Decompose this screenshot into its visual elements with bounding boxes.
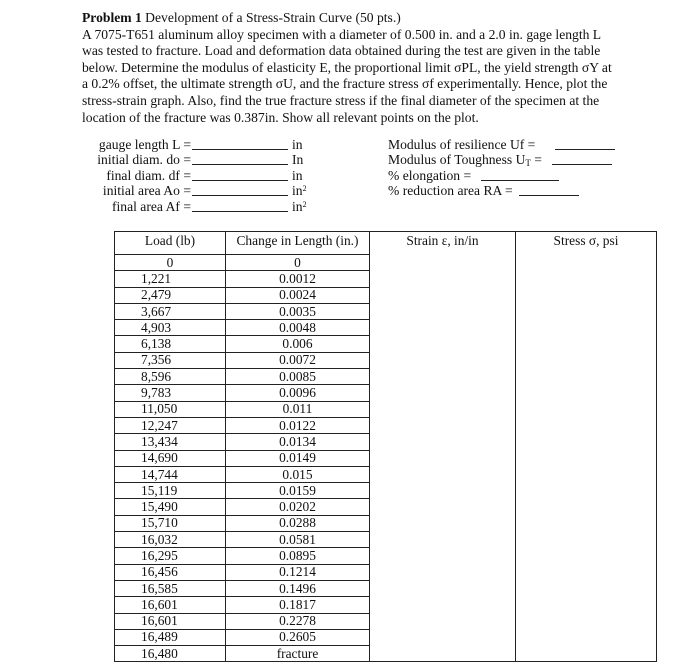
- cell-change-in-length: 0.1214: [226, 564, 370, 580]
- cell-change-in-length: 0.0202: [226, 499, 370, 515]
- cell-load: 1,221: [115, 271, 226, 287]
- field-unit: [292, 199, 307, 214]
- field-label: [388, 152, 542, 167]
- cell-change-in-length: 0.0134: [226, 434, 370, 450]
- cell-load: 12,247: [115, 417, 226, 433]
- field-label: initial diam. do =: [97, 152, 191, 168]
- results-fields: [388, 137, 542, 199]
- cell-change-in-length: 0.006: [226, 336, 370, 352]
- problem-line-4: a 0.2% offset, the ultimate strength σU, and the fracture stress σf experimentally. Hence, plot the: [82, 76, 608, 92]
- cell-change-in-length: 0.0035: [226, 303, 370, 319]
- unit-base: in: [292, 183, 303, 199]
- field-label: final diam. df =: [106, 167, 191, 183]
- header-change-in-length: Change in Length (in.): [226, 232, 370, 255]
- cell-change-in-length: 0.0149: [226, 450, 370, 466]
- field-unit: In: [292, 152, 304, 168]
- answer-blank[interactable]: [192, 195, 288, 196]
- problem-title: [82, 10, 617, 27]
- cell-change-in-length: fracture: [226, 646, 370, 662]
- field-label: gauge length L =: [98, 137, 191, 152]
- cell-load: 16,601: [115, 597, 226, 613]
- cell-load: 14,690: [115, 450, 226, 466]
- given-values-fields: [86, 137, 326, 214]
- field-initial-diameter: [86, 152, 326, 167]
- cell-load: 15,490: [115, 499, 226, 515]
- cell-load: 7,356: [115, 352, 226, 368]
- cell-load: 16,489: [115, 629, 226, 645]
- cell-change-in-length: 0.0096: [226, 385, 370, 401]
- field-label: initial area Ao =: [102, 183, 191, 199]
- label-text: Modulus of Toughness U: [388, 152, 526, 168]
- cell-load: 3,667: [115, 303, 226, 319]
- field-initial-area: [86, 183, 326, 198]
- answer-blank[interactable]: [552, 164, 612, 165]
- cell-load: 11,050: [115, 401, 226, 417]
- field-final-area: [86, 199, 326, 214]
- answer-blank[interactable]: [519, 195, 579, 196]
- cell-change-in-length: 0.0072: [226, 352, 370, 368]
- cell-change-in-length: 0.1817: [226, 597, 370, 613]
- cell-load: 15,710: [115, 515, 226, 531]
- problem-line-5: stress-strain graph. Also, find the true fracture stress if the final diameter of the specimen at the: [82, 92, 600, 108]
- cell-load: 16,585: [115, 580, 226, 596]
- answer-blank[interactable]: [192, 149, 288, 150]
- cell-change-in-length: 0.0048: [226, 320, 370, 336]
- cell-change-in-length: 0.2605: [226, 629, 370, 645]
- table-header-row: [115, 232, 657, 255]
- problem-line-3: below. Determine the modulus of elasticity E, the proportional limit σPL, the yield strength σY at: [82, 59, 612, 75]
- field-label: % reduction area RA =: [388, 183, 513, 199]
- load-deformation-table: [114, 231, 657, 662]
- cell-load: 2,479: [115, 287, 226, 303]
- cell-change-in-length: 0.0012: [226, 271, 370, 287]
- cell-load: 16,601: [115, 613, 226, 629]
- field-reduction-area: [388, 183, 542, 198]
- field-label: final area Af =: [112, 198, 191, 214]
- field-unit: in: [292, 137, 303, 152]
- unit-base: in: [292, 198, 303, 214]
- header-stress[interactable]: Stress σ, psi: [516, 232, 657, 662]
- answer-blank[interactable]: [192, 180, 288, 181]
- unit-exponent: 2: [302, 199, 307, 209]
- field-modulus-toughness: [388, 152, 542, 167]
- cell-load: 15,119: [115, 483, 226, 499]
- cell-change-in-length: 0.011: [226, 401, 370, 417]
- cell-change-in-length: 0: [226, 255, 370, 271]
- field-gauge-length: [86, 137, 326, 152]
- cell-load: 13,434: [115, 434, 226, 450]
- cell-change-in-length: 0.015: [226, 466, 370, 482]
- header-strain[interactable]: Strain ε, in/in: [370, 232, 516, 662]
- cell-change-in-length: 0.0288: [226, 515, 370, 531]
- problem-heading: Development of a Stress-Strain Curve (50 pts.): [141, 10, 401, 25]
- field-label: % elongation =: [388, 167, 472, 183]
- header-load: Load (lb): [115, 232, 226, 255]
- cell-load: 4,903: [115, 320, 226, 336]
- cell-load: 0: [115, 255, 226, 271]
- answer-blank[interactable]: [481, 180, 559, 181]
- problem-line-6: location of the fracture was 0.387in. Show all relevant points on the plot.: [82, 109, 479, 125]
- cell-load: 16,295: [115, 548, 226, 564]
- label-equals: =: [530, 152, 542, 168]
- cell-load: 6,138: [115, 336, 226, 352]
- cell-change-in-length: 0.0895: [226, 548, 370, 564]
- field-elongation: [388, 168, 542, 183]
- cell-change-in-length: 0.0122: [226, 417, 370, 433]
- cell-load: 16,032: [115, 532, 226, 548]
- answer-blank[interactable]: [555, 149, 615, 150]
- answer-blank[interactable]: [192, 211, 288, 212]
- cell-change-in-length: 0.0159: [226, 483, 370, 499]
- cell-change-in-length: 0.0581: [226, 532, 370, 548]
- cell-load: 16,456: [115, 564, 226, 580]
- cell-change-in-length: 0.0024: [226, 287, 370, 303]
- cell-load: 8,596: [115, 369, 226, 385]
- problem-line-1: A 7075-T651 aluminum alloy specimen with a diameter of 0.500 in. and a 2.0 in. gage length L: [82, 26, 602, 42]
- cell-load: 16,480: [115, 646, 226, 662]
- cell-change-in-length: 0.1496: [226, 580, 370, 596]
- field-modulus-resilience: [388, 137, 542, 152]
- unit-exponent: 2: [302, 184, 307, 194]
- table-body: [115, 232, 657, 662]
- field-unit: [292, 183, 307, 198]
- field-unit: in: [292, 167, 303, 183]
- label-subscript: T: [525, 158, 531, 169]
- problem-statement: [82, 10, 617, 126]
- field-label: Modulus of resilience Uf =: [388, 137, 536, 152]
- cell-change-in-length: 0.0085: [226, 369, 370, 385]
- problem-number: Problem 1: [82, 10, 142, 25]
- problem-line-2: was tested to fracture. Load and deformation data obtained during the test are given in the table: [82, 43, 601, 59]
- cell-load: 9,783: [115, 385, 226, 401]
- cell-change-in-length: 0.2278: [226, 613, 370, 629]
- cell-load: 14,744: [115, 466, 226, 482]
- field-final-diameter: [86, 168, 326, 183]
- answer-blank[interactable]: [192, 164, 288, 165]
